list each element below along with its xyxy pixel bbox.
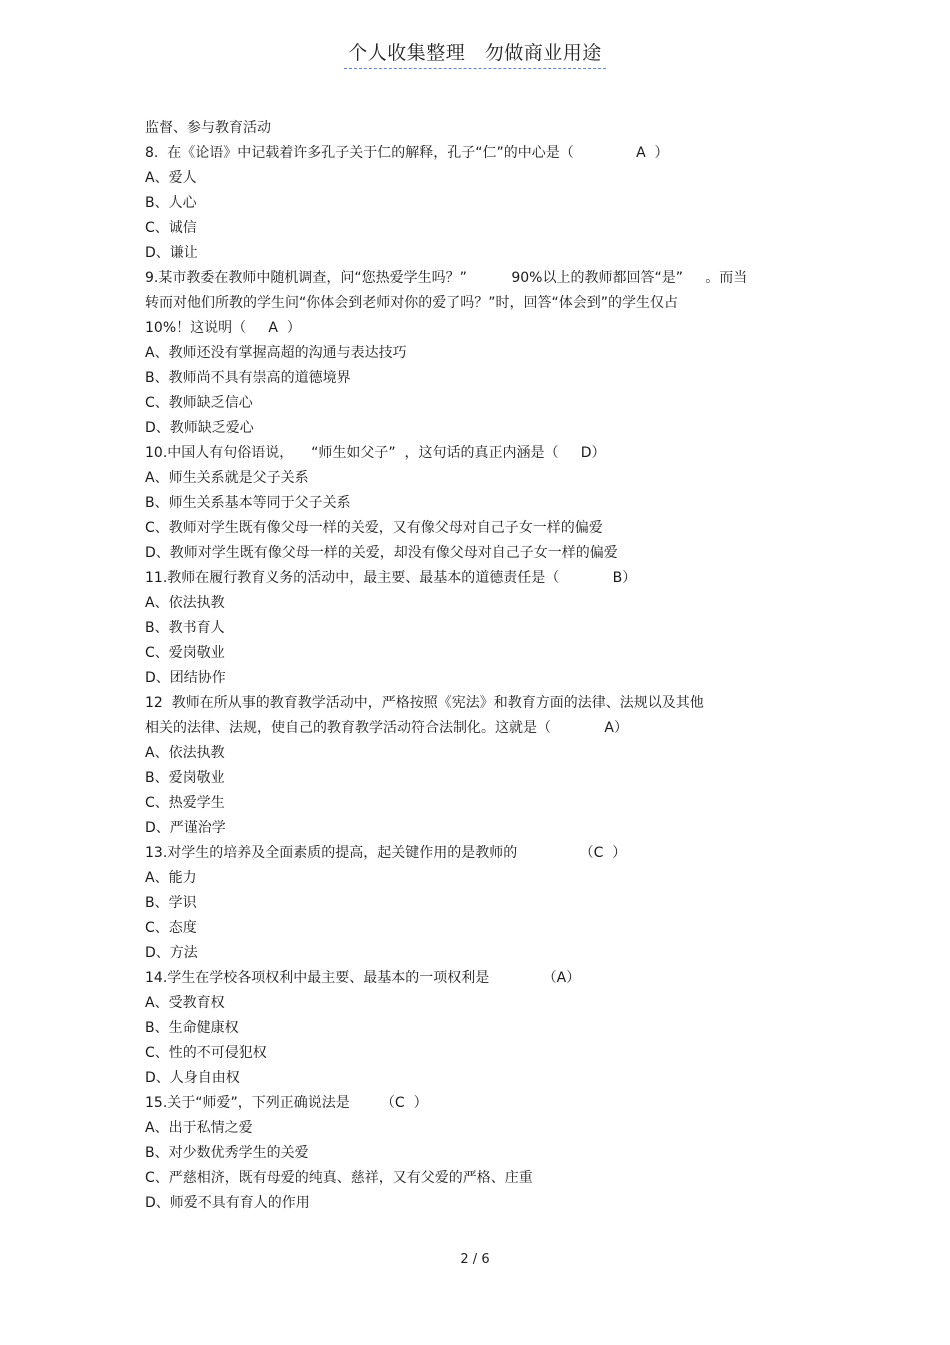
option-line: C、热爱学生 [145,795,225,811]
option-line: D、师爱不具有育人的作用 [145,1195,310,1211]
option-line: B、生命健康权 [145,1020,239,1036]
option-line: B、教书育人 [145,620,225,636]
option-line: D、严谨治学 [145,820,226,836]
option-line: A、出于私情之爱 [145,1120,253,1136]
option-line: B、对少数优秀学生的关爱 [145,1145,309,1161]
option-line: A、依法执教 [145,595,225,611]
option-line: A、师生关系就是父子关系 [145,470,309,486]
option-line: A、受教育权 [145,995,225,1011]
option-line: C、教师缺乏信心 [145,395,253,411]
question-10: 10.中国人有句俗语说， “师生如父子” ，这句话的真正内涵是（ D） [145,445,606,461]
option-line: B、师生关系基本等同于父子关系 [145,495,351,511]
option-line: D、教师对学生既有像父母一样的关爱，却没有像父母对自己子女一样的偏爱 [145,545,618,561]
question-11: 11.教师在履行教育义务的活动中，最主要、最基本的道德责任是（ B） [145,570,637,586]
option-line: D、团结协作 [145,670,226,686]
page-number: 2 / 6 [460,1252,490,1267]
option-line: D、人身自由权 [145,1070,240,1086]
question-15: 15.关于“师爱”，下列正确说法是 （C ） [145,1095,428,1111]
question-8: 8. 在《论语》中记载着许多孔子关于仁的解释，孔子“仁”的中心是（ A ） [145,145,669,161]
option-line: C、严慈相济，既有母爱的纯真、慈祥，又有父爱的严格、庄重 [145,1170,533,1186]
question-9-cont: 10%！这说明（ A ） [145,320,301,336]
option-line: D、谦让 [145,245,198,261]
option-line: C、教师对学生既有像父母一样的关爱，又有像父母对自己子女一样的偏爱 [145,520,603,536]
option-line: D、方法 [145,945,198,961]
question-9: 9.某市教委在教师中随机调查，问“您热爱学生吗？” 90%以上的教师都回答“是” 。而当 [145,270,748,286]
question-14: 14.学生在学校各项权利中最主要、最基本的一项权利是 （A） [145,970,581,986]
page-header [0,38,950,69]
question-12: 12 教师在所从事的教育教学活动中，严格按照《宪法》和教育方面的法律、法规以及其他 [145,695,704,711]
option-line: B、学识 [145,895,197,911]
option-line: B、教师尚不具有崇高的道德境界 [145,370,351,386]
option-line: A、爱人 [145,170,197,186]
option-line: B、人心 [145,195,197,211]
question-13: 13.对学生的培养及全面素质的提高，起关键作用的是教师的 （C ） [145,845,627,861]
option-line: C、态度 [145,920,197,936]
option-line: A、能力 [145,870,197,886]
option-line: D、教师缺乏爱心 [145,420,254,436]
option-line: B、爱岗敬业 [145,770,225,786]
option-line: A、教师还没有掌握高超的沟通与表达技巧 [145,345,407,361]
document-body [145,116,835,1216]
question-12-cont: 相关的法律、法规，使自己的教育教学活动符合法制化。这就是（ A） [145,720,628,736]
option-line: C、性的不可侵犯权 [145,1045,267,1061]
header-title: 个人收集整理 勿做商业用途 [344,38,606,69]
question-9-cont: 转而对他们所教的学生问“你体会到老师对你的爱了吗？”时，回答“体会到”的学生仅占 [145,295,679,311]
option-line: C、爱岗敬业 [145,645,225,661]
option-line: C、诚信 [145,220,197,236]
option-line: A、依法执教 [145,745,225,761]
text-line: 监督、参与教育活动 [145,120,271,136]
